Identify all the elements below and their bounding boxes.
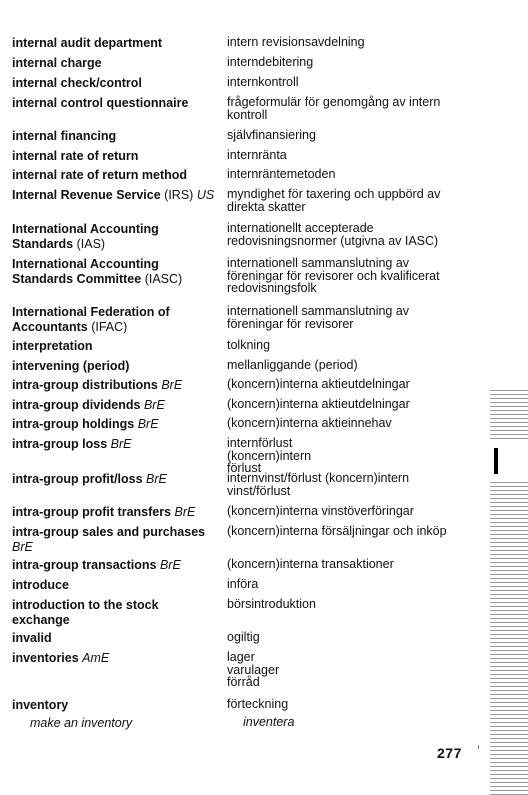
translation: internkontroll xyxy=(227,75,299,89)
translation: börsintroduktion xyxy=(227,597,316,611)
translation: intern revisionsavdelning xyxy=(227,35,365,49)
term: intra-group holdings xyxy=(12,417,135,431)
thumb-index-tab xyxy=(494,448,498,474)
term: introduce xyxy=(12,578,69,592)
term: intra-group distributions xyxy=(12,378,158,392)
translation: (koncern)interna transaktioner xyxy=(227,557,394,571)
region-label: BrE xyxy=(12,540,33,554)
abbreviation: (IFAC) xyxy=(91,320,128,334)
abbreviation: (IAS) xyxy=(76,237,106,251)
term: intra-group profit/loss xyxy=(12,472,143,486)
region-label: BrE xyxy=(174,505,196,519)
translation: internvinst/förlust (koncern)intern vinst/förlust xyxy=(227,471,410,498)
translation: internationell sammanslutning av föreningar för revisorer och kvalificerat redovisningsfolk xyxy=(227,256,440,295)
term: internal audit department xyxy=(12,36,163,50)
region-label: BrE xyxy=(137,417,159,431)
abbreviation: (IASC) xyxy=(144,272,183,286)
term: intra-group transactions xyxy=(12,558,157,572)
term: intra-group loss xyxy=(12,437,108,451)
thumb-index-tick xyxy=(478,745,479,749)
translation: interndebitering xyxy=(227,55,314,69)
term: intra-group dividends xyxy=(12,398,141,412)
translation: förteckning xyxy=(227,697,289,711)
translation: införa xyxy=(227,577,259,591)
translation: ogiltig xyxy=(227,630,260,644)
translation: lager varulager förråd xyxy=(227,650,280,689)
thumb-index xyxy=(478,390,528,795)
translation: frågeformulär för genomgång av intern kontroll xyxy=(227,95,441,122)
region-label: BrE xyxy=(159,558,181,572)
term: Internal Revenue Service xyxy=(12,188,161,202)
term: International Federation of Accountants xyxy=(12,305,170,334)
term: introduction to the stock exchange xyxy=(12,598,159,627)
term: International Accounting Standards xyxy=(12,222,159,251)
abbreviation: (IRS) xyxy=(164,188,194,202)
region-label: BrE xyxy=(110,437,132,451)
term: intra-group profit transfers xyxy=(12,505,172,519)
translation: inventera xyxy=(243,715,295,729)
term: interpretation xyxy=(12,339,93,353)
term: internal control questionnaire xyxy=(12,96,189,110)
translation: (koncern)interna försäljningar och inköp xyxy=(227,524,447,538)
region-label: BrE xyxy=(146,472,167,486)
term: inventories xyxy=(12,651,79,665)
term: make an inventory xyxy=(30,716,133,730)
term: inventory xyxy=(12,698,69,712)
translation: tolkning xyxy=(227,338,271,352)
term: internal financing xyxy=(12,129,117,143)
term: internal check/control xyxy=(12,76,142,90)
translation: internationell sammanslutning av föreningar för revisorer xyxy=(227,304,410,331)
translation: internräntemetoden xyxy=(227,167,336,181)
region-label: US xyxy=(196,188,215,202)
translation: mellanliggande (period) xyxy=(227,358,358,372)
term: International Accounting Standards Committee xyxy=(12,257,159,286)
term: internal charge xyxy=(12,56,102,70)
translation: internationellt accepterade redovisningsnormer (utgivna av IASC) xyxy=(227,221,439,248)
translation: (koncern)interna aktieutdelningar xyxy=(227,377,410,391)
term: internal rate of return method xyxy=(12,168,188,182)
translation: internförlust (koncern)intern förlust xyxy=(227,436,312,475)
term: internal rate of return xyxy=(12,149,139,163)
region-label: BrE xyxy=(161,378,183,392)
translation: (koncern)interna vinstöverföringar xyxy=(227,504,414,518)
translation: (koncern)interna aktieinnehav xyxy=(227,416,392,430)
region-label: AmE xyxy=(82,651,110,665)
term: intervening (period) xyxy=(12,359,130,373)
term: intra-group sales and purchases xyxy=(12,525,206,539)
translation: (koncern)interna aktieutdelningar xyxy=(227,397,410,411)
translation: myndighet för taxering och uppbörd av direkta skatter xyxy=(227,187,441,214)
translation: självfinansiering xyxy=(227,128,316,142)
translation: internränta xyxy=(227,148,287,162)
term: invalid xyxy=(12,631,52,645)
page-number: 277 xyxy=(437,745,462,761)
region-label: BrE xyxy=(143,398,165,412)
